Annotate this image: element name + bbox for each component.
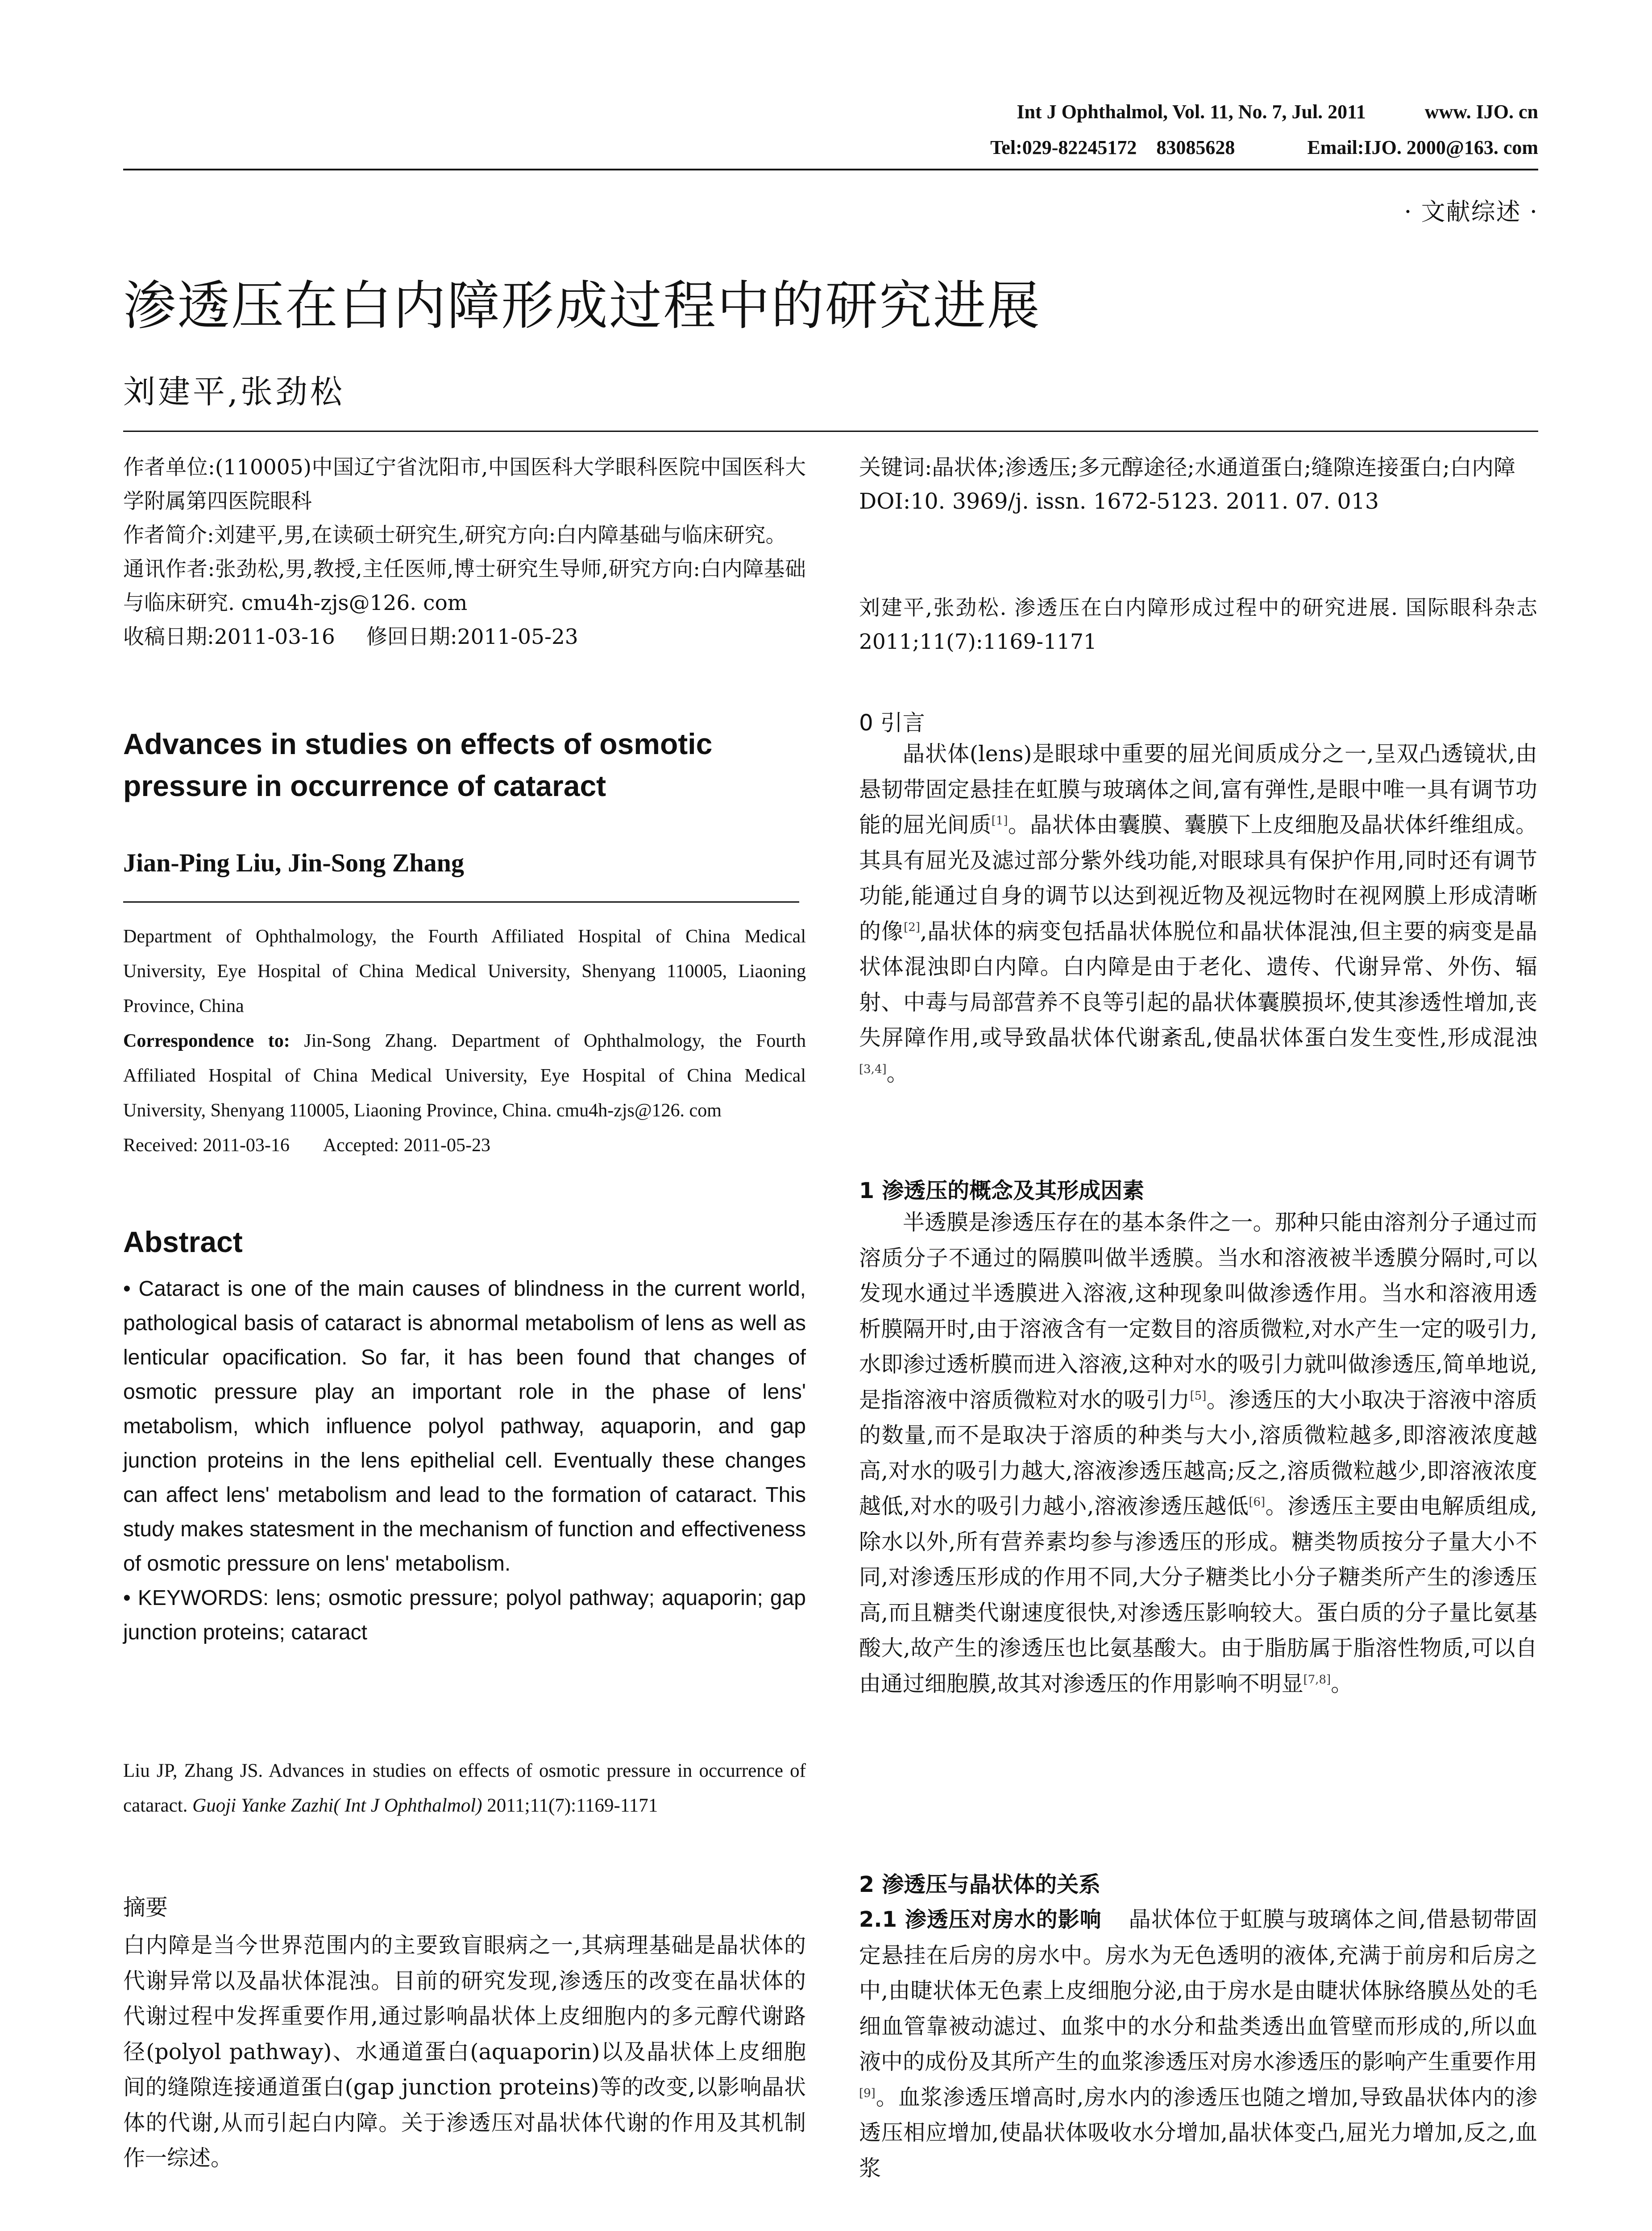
s21-text-1: 晶状体位于虹膜与玻璃体之间,借悬韧带固定悬挂在后房的房水中。房水为无色透明的液体,充满于前房和后房之中,由睫状体无色素上皮细胞分泌,由于房水是由睫状体脉络膜丛处的毛细血管靠被动滤过、血浆中的水分和盐类透出血管壁而形成的,所以血液中的成份及其所产生的血浆渗透压对房水渗透压的影响产生重要作用 (859, 1907, 1538, 2074)
author-affiliation: 作者单位:(110005)中国辽宁省沈阳市,中国医科大学眼科医院中国医科大学附属第四医院眼科 (123, 455, 806, 514)
section-tag: · 文献综述 · (1404, 198, 1538, 226)
section21-heading: 2.1 渗透压对房水的影响 (859, 1907, 1102, 1932)
section1-heading: 1 渗透压的概念及其形成因素 (859, 1178, 1145, 1203)
english-title: Advances in studies on effects of osmotic pressure in occurrence of cataract (123, 727, 713, 802)
english-affiliation-block (123, 919, 806, 1163)
intro-paragraph (859, 736, 1537, 1091)
authors-rule (123, 901, 799, 903)
s1-text-2: 。渗透压的大小取决于溶液中溶质的数量,而不是取决于溶质的种类与大小,溶质微粒越多,即溶液浓度越高,对水的吸引力越大,溶液渗透压越高;反之,溶质微粒越少,即溶液浓度越低,对水的吸引力越小,溶液渗透压越低 (859, 1387, 1537, 1519)
keywords-cn: 关键词:晶状体;渗透压;多元醇途径;水通道蛋白;缝隙连接蛋白;白内障 (859, 455, 1516, 480)
citation-cn: 刘建平,张劲松. 渗透压在白内障形成过程中的研究进展. 国际眼科杂志 2011;11(7):1169-1171 (859, 596, 1537, 654)
journal-citation: Int J Ophthalmol, Vol. 11, No. 7, Jul. 2011 (1017, 101, 1366, 123)
doi: DOI:10. 3969/j. issn. 1672-5123. 2011. 07. 013 (859, 489, 1379, 514)
author-info (123, 451, 806, 654)
citation-mark: [6] (1249, 1495, 1266, 1509)
s1-text-4: 。 (1331, 1671, 1353, 1696)
author-bio: 作者简介:刘建平,男,在读硕士研究生,研究方向:白内障基础与临床研究。 (123, 523, 787, 547)
s1-text-1: 半透膜是渗透压存在的基本条件之一。那种只能由溶剂分子通过而溶质分子不通过的隔膜叫做半透膜。当水和溶液被半透膜分隔时,可以发现水通过半透膜进入溶液,这种现象叫做渗透作用。当水和溶液用透析膜隔开时,由于溶液含有一定数目的溶质微粒,对水产生一定的吸引力,水即渗过透析膜而进入溶液,这种对水的吸引力就叫做渗透压,简单地说,是指溶液中溶质微粒对水的吸引力 (859, 1210, 1537, 1413)
accepted-date-en: Accepted: 2011-05-23 (323, 1135, 490, 1156)
header-rule (123, 169, 1538, 170)
citation-mark: [1] (991, 814, 1008, 828)
citation-en-journal: Guoji Yanke Zazhi( Int J Ophthalmol) (192, 1795, 482, 1816)
english-dates (123, 1128, 806, 1163)
citation-mark: [3,4] (859, 1062, 887, 1076)
journal-tel: Tel:029-82245172 83085628 (990, 137, 1235, 158)
section21-paragraph (859, 1902, 1537, 2186)
english-authors: Jian-Ping Liu, Jin-Song Zhang (123, 848, 464, 877)
authors-cn: 刘建平,张劲松 (123, 373, 345, 411)
dates-cn (123, 620, 806, 654)
article-title-cn: 渗透压在白内障形成过程中的研究进展 (123, 275, 1042, 336)
correspondence-label: Correspondence to: (123, 1031, 290, 1051)
intro-text-4: 。 (886, 1060, 909, 1086)
journal-header-line2 (990, 136, 1538, 159)
section2-heading: 2 渗透压与晶状体的关系 (859, 1872, 1101, 1897)
journal-header-line1 (1017, 100, 1538, 123)
received-date-en: Received: 2011-03-16 (123, 1135, 290, 1156)
abstract-heading: Abstract (123, 1225, 243, 1258)
correspondence-text: Jin-Song Zhang. Department of Ophthalmology, the Fourth Affiliated Hospital of China Medical University, Eye Hospital of China Medical University, Shenyang 110005, Liaoning Province, China. cmu4h-zjs@126. com (123, 1031, 806, 1121)
intro-text-3: ,晶状体的病变包括晶状体脱位和晶状体混浊,但主要的病变是晶状体混浊即白内障。白内障是由于老化、遗传、代谢异常、外伤、辐射、中毒与局部营养不良等引起的晶状体囊膜损坏,使其渗透性增加,丧失屏障作用,或导致晶状体代谢紊乱,使晶状体蛋白发生变性,形成混浊 (859, 918, 1537, 1050)
revised-date-cn: 修回日期:2011-05-23 (366, 625, 578, 649)
abstract-cn-body: 白内障是当今世界范围内的主要致盲眼病之一,其病理基础是晶状体的代谢异常以及晶状体混浊。目前的研究发现,渗透压的改变在晶状体的代谢过程中发挥重要作用,通过影响晶状体上皮细胞内的多元醇代谢路径(polyol pathway)、水通道蛋白(aquaporin)以及晶状体上皮细胞间的缝隙连接通道蛋白(gap junction proteins)等的改变,以影响晶状体的代谢,从而引起白内障。关于渗透压对晶状体代谢的作用及其机制作一综述。 (123, 1932, 806, 2171)
citation-mark: [7,8] (1303, 1673, 1331, 1687)
journal-website: www. IJO. cn (1424, 101, 1538, 123)
received-date-cn: 收稿日期:2011-03-16 (123, 625, 335, 649)
citation-en-part1: Liu JP, Zhang JS. Advances in studies on effects of osmotic pressure in occurrence of cataract. (123, 1760, 806, 1816)
citation-mark: [2] (904, 921, 920, 934)
abstract-body: • Cataract is one of the main causes of blindness in the current world, pathological basis of cataract is abnormal metabolism of lens as well as lenticular opacification. So far, it has been found that changes of osmotic pressure play an important role in the phase of lens' metabolism, which influence polyol pathway, aquaporin, and gap junction proteins in the lens epithelial cell. Eventually these changes can affect lens' metabolism and lead to the formation of cataract. This study makes statesment in the mechanism of function and effectiveness of osmotic pressure on lens' metabolism. (123, 1277, 806, 1576)
section1-body (859, 1205, 1537, 1701)
keywords-block (859, 451, 1537, 518)
citation-en (123, 1754, 806, 1823)
section1-paragraph (859, 1205, 1537, 1701)
citation-en-part2: 2011;11(7):1169-1171 (487, 1795, 658, 1816)
s21-text-2: 。血浆渗透压增高时,房水内的渗透压也随之增加,导致晶状体内的渗透压相应增加,使晶状体吸收水分增加,晶状体变凸,屈光力增加,反之,血浆 (859, 2084, 1537, 2181)
citation-mark: [9] (859, 2086, 876, 2100)
citation-mark: [5] (1190, 1389, 1207, 1403)
english-affiliation: Department of Ophthalmology, the Fourth Affiliated Hospital of China Medical University, Eye Hospital of China Medical University, Shenyang 110005, Liaoning Province, China (123, 926, 806, 1016)
abstract-body-block (123, 1272, 806, 1650)
intro-text-2: 。晶状体由囊膜、囊膜下上皮细胞及晶状体纤维组成。其具有屈光及滤过部分紫外线功能,对眼球具有保护作用,同时还有调节功能,能通过自身的调节以达到视近物及视远物时在视网膜上形成清晰的像 (859, 812, 1537, 944)
intro-text-1: 晶状体(lens)是眼球中重要的屈光间质成分之一,呈双凸透镜状,由悬韧带固定悬挂在虹膜与玻璃体之间,富有弹性,是眼中唯一具有调节功能的屈光间质 (859, 741, 1537, 838)
author-correspondence: 通讯作者:张劲松,男,教授,主任医师,博士研究生导师,研究方向:白内障基础与临床研究. cmu4h-zjs@126. com (123, 557, 806, 615)
abstract-cn-heading: 摘要 (123, 1895, 168, 1920)
title-rule (123, 431, 1538, 432)
section21-body (859, 1902, 1537, 2186)
intro-heading: 0 引言 (859, 710, 925, 736)
intro-body (859, 736, 1537, 1091)
journal-email: Email:IJO. 2000@163. com (1307, 137, 1538, 158)
s1-text-3: 。渗透压主要由电解质组成,除水以外,所有营养素均参与渗透压的形成。糖类物质按分子量大小不同,对渗透压形成的作用不同,大分子糖类比小分子糖类所产生的渗透压高,而且糖类代谢速度很快,对渗透压影响较大。蛋白质的分子量比氨基酸大,故产生的渗透压也比氨基酸大。由于脂肪属于脂溶性物质,可以自由通过细胞膜,故其对渗透压的作用影响不明显 (859, 1493, 1537, 1696)
abstract-keywords: • KEYWORDS: lens; osmotic pressure; polyol pathway; aquaporin; gap junction proteins; cataract (123, 1586, 806, 1644)
english-correspondence (123, 1024, 806, 1128)
